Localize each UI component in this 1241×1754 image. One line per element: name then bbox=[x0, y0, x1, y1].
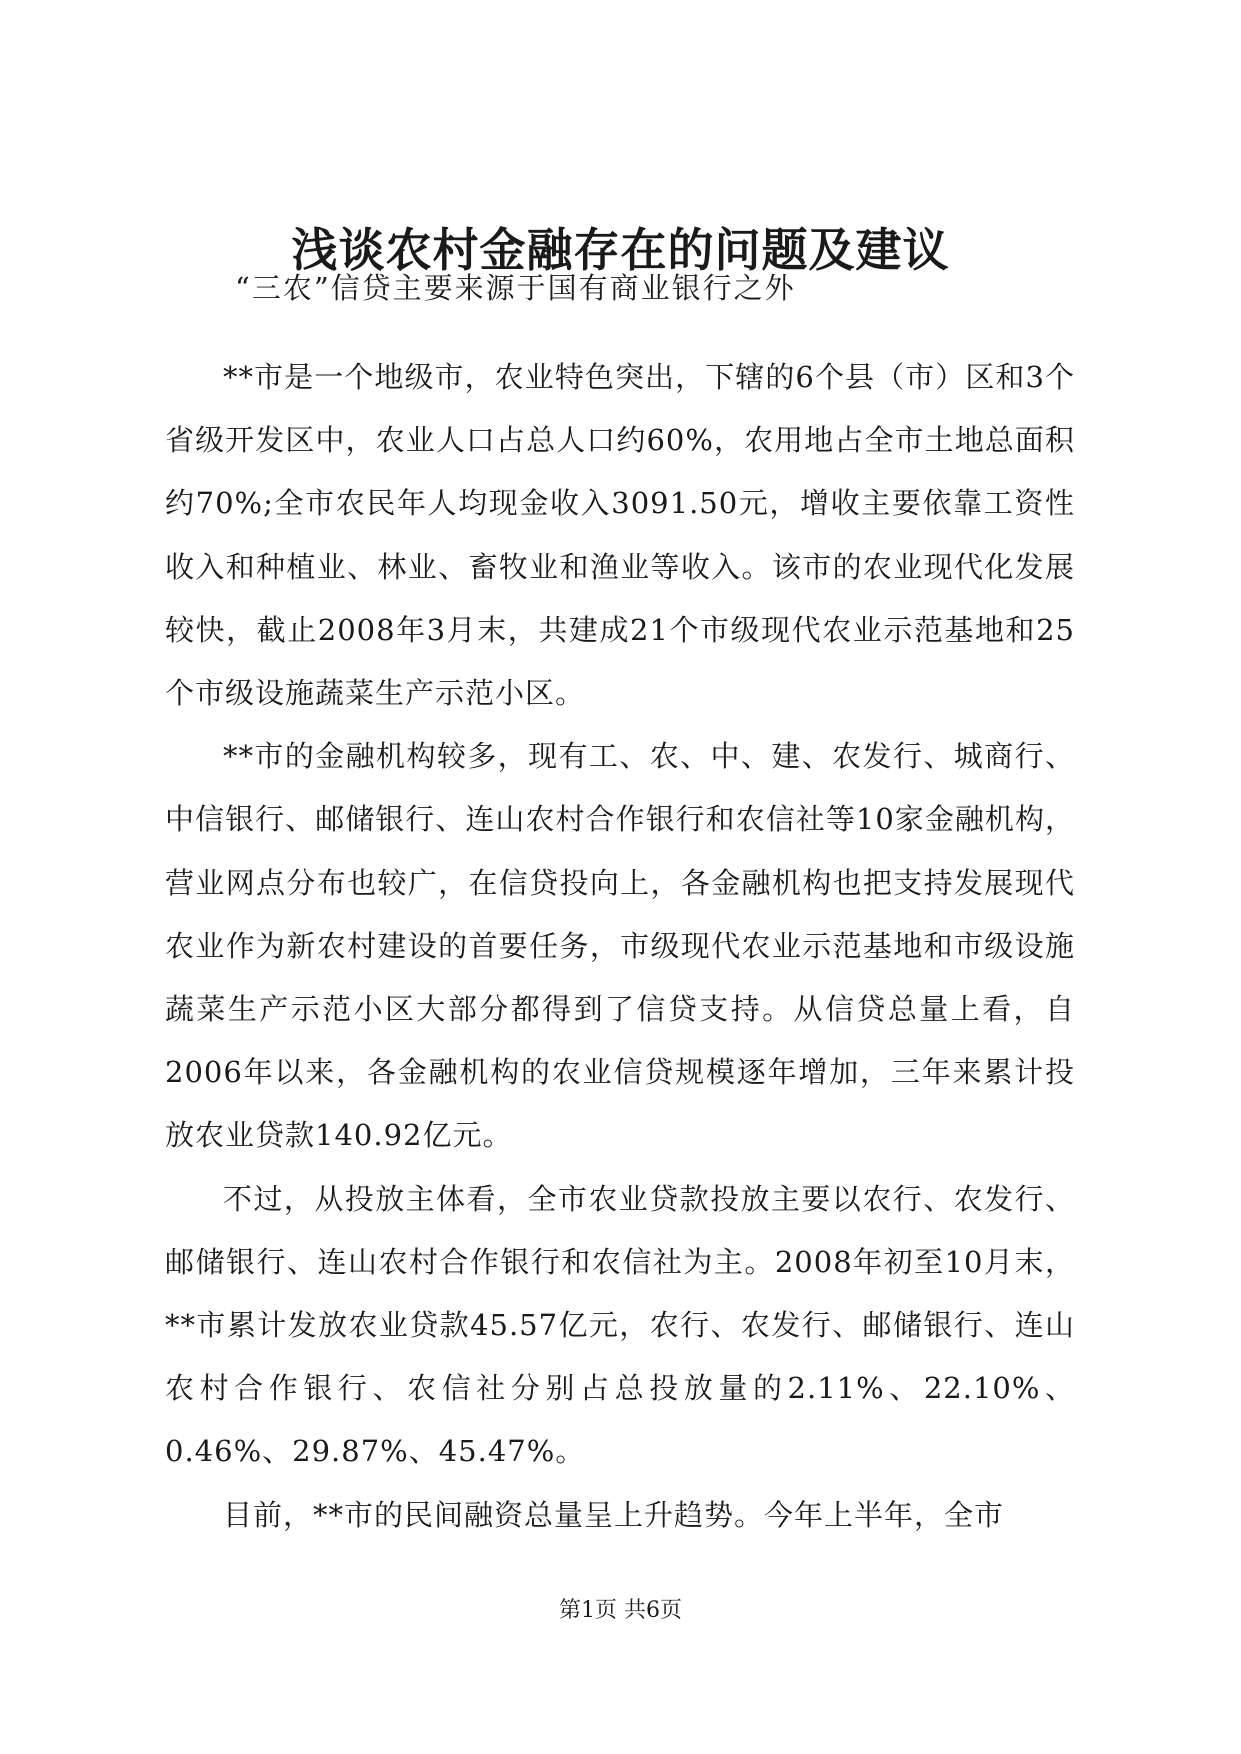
paragraph: 目前，**市的民间融资总量呈上升趋势。今年上半年，全市 bbox=[223, 1497, 1005, 1532]
paragraph: **市的金融机构较多，现有工、农、中、建、农发行、城商行、中信银行、邮储银行、连山农村合作银行和农信社等10家金融机构，营业网点分布也较广，在信贷投向上，各金融机构也把支持发展现代农业作为新农村建设的首要任务，市级现代农业示范基地和市级设施蔬菜生产示范小区大部分都得到了信贷支持。从信贷总量上看，自2006年以来，各金融机构的农业信贷规模逐年增加，三年来累计投放农业贷款140.92亿元。 bbox=[165, 739, 1075, 1153]
paragraph: **市是一个地级市，农业特色突出，下辖的6个县（市）区和3个省级开发区中，农业人口占总人口约60%，农用地占全市土地总面积约70%;全市农民年人均现金收入3091.50元，增收主要依靠工资性收入和种植业、林业、畜牧业和渔业等收入。该市的农业现代化发展较快，截止2008年3月末，共建成21个市级现代农业示范基地和25个市级设施蔬菜生产示范小区。 bbox=[165, 360, 1075, 711]
page-footer: 第1页 共6页 bbox=[559, 1598, 682, 1623]
document-body bbox=[165, 346, 1075, 1547]
document-title: 浅谈农村金融存在的问题及建议 bbox=[291, 223, 950, 277]
paragraph: 不过，从投放主体看，全市农业贷款投放主要以农行、农发行、邮储银行、连山农村合作银行和农信社为主。2008年初至10月末，**市累计发放农业贷款45.57亿元，农行、农发行、邮储银行、连山农村合作银行、农信社分别占总投放量的2.11%、22.10%、0.46%、29.87%、45.47%。 bbox=[165, 1181, 1075, 1469]
document-subtitle: “三农”信贷主要来源于国有商业银行之外 bbox=[235, 271, 796, 305]
